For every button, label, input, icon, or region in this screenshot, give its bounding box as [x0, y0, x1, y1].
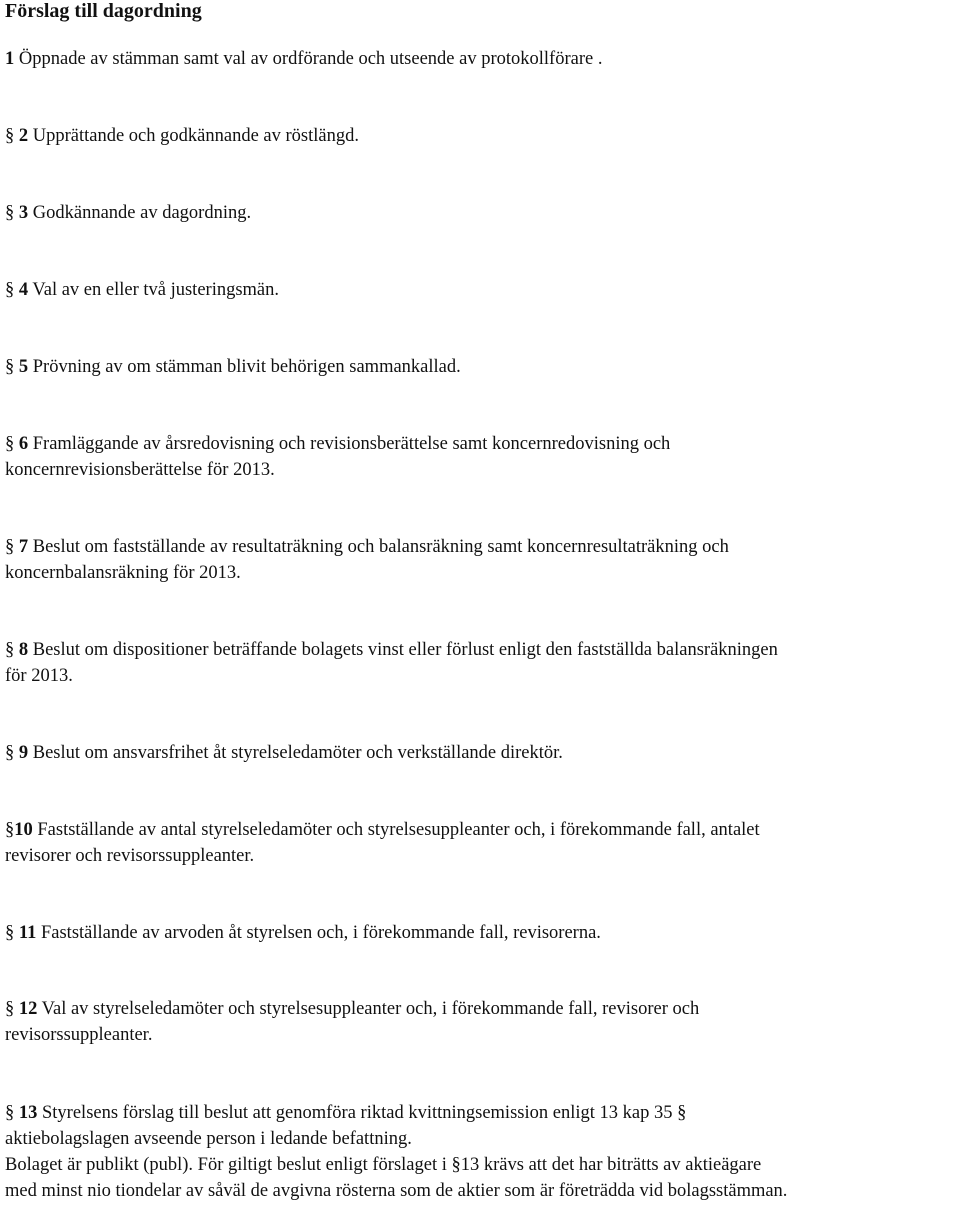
section-sign: §	[5, 537, 15, 557]
item-number: 10	[14, 820, 33, 840]
section-sign: §	[5, 203, 15, 223]
item-number: 2	[18, 126, 29, 146]
agenda-item-4	[5, 277, 960, 303]
closing-note	[5, 1152, 787, 1204]
item-text-line-1: Prövning av om stämman blivit behörigen sammankallad.	[32, 357, 461, 377]
agenda-item-10	[5, 817, 960, 869]
section-sign: §	[5, 640, 15, 660]
section-sign: §	[5, 1103, 15, 1123]
item-number: 3	[18, 203, 29, 223]
item-number: 4	[18, 280, 29, 300]
item-text-line-1: Öppnade av stämman samt val av ordförande och utseende av protokollförare .	[18, 49, 603, 69]
agenda-item-9	[5, 740, 960, 766]
agenda-item-5	[5, 354, 960, 380]
item-text-line-1: Val av en eller två justeringsmän.	[32, 280, 280, 300]
section-sign: §	[5, 126, 15, 146]
item-text-line-1: Fastställande av antal styrelseledamöter och styrelsesuppleanter och, i förekommande fall, antalet	[37, 820, 760, 840]
agenda-item-13	[5, 1100, 960, 1152]
item-number: 7	[18, 537, 29, 557]
item-number: 11	[18, 923, 37, 943]
note-line-1: Bolaget är publikt (publ). För giltigt beslut enligt förslaget i §13 krävs att det har biträtts av aktieägare	[5, 1155, 762, 1175]
item-number: 6	[18, 434, 29, 454]
item-text-line-1: Upprättande och godkännande av röstlängd.	[32, 126, 359, 146]
item-number: 12	[18, 999, 38, 1019]
item-number: 8	[18, 640, 29, 660]
item-text-line-2: för 2013.	[5, 666, 73, 686]
item-text-line-1: Beslut om fastställande av resultaträkning och balansräkning samt koncernresultaträkning och	[32, 537, 729, 557]
agenda-item-11	[5, 920, 960, 946]
item-text-line-2: revisorssuppleanter.	[5, 1025, 153, 1045]
section-sign: §	[677, 1103, 687, 1123]
item-number: 9	[18, 743, 29, 763]
section-sign: §	[5, 280, 15, 300]
item-text-line-2: koncernbalansräkning för 2013.	[5, 563, 241, 583]
agenda-item-1	[5, 46, 960, 72]
item-number: 13	[18, 1103, 38, 1123]
note-line-2: med minst nio tiondelar av såväl de avgivna rösterna som de aktier som är företrädda vid bolagsstämman.	[5, 1181, 788, 1201]
agenda-item-7	[5, 534, 960, 586]
section-sign: §	[5, 999, 15, 1019]
agenda-item-6	[5, 431, 960, 483]
item-text-line-2: aktiebolagslagen avseende person i ledande befattning.	[5, 1129, 412, 1149]
item-text-line-1: Beslut om ansvarsfrihet åt styrelseledamöter och verkställande direktör.	[32, 743, 563, 763]
item-text-line-1: Beslut om dispositioner beträffande bolagets vinst eller förlust enligt den fastställda balansräkningen	[32, 640, 778, 660]
agenda-item-8	[5, 637, 960, 689]
section-sign: §	[5, 923, 15, 943]
item-text-line-1: Styrelsens förslag till beslut att genomföra riktad kvittningsemission enligt 13 kap 35	[42, 1103, 673, 1123]
section-sign: §	[5, 434, 15, 454]
item-text-line-1: Val av styrelseledamöter och styrelsesuppleanter och, i förekommande fall, revisorer och	[41, 999, 700, 1019]
item-text-line-1: Fastställande av arvoden åt styrelsen och, i förekommande fall, revisorerna.	[40, 923, 601, 943]
agenda-item-3	[5, 200, 960, 226]
agenda-item-12	[5, 996, 960, 1048]
item-text-line-1: Godkännande av dagordning.	[32, 203, 252, 223]
section-sign: §	[5, 743, 15, 763]
agenda-title: Förslag till dagordning	[5, 0, 202, 22]
agenda-item-2	[5, 123, 960, 149]
item-number: 5	[18, 357, 29, 377]
section-sign: §	[5, 820, 15, 840]
section-sign: §	[5, 357, 15, 377]
item-text-line-2: revisorer och revisorssuppleanter.	[5, 846, 255, 866]
item-number: 1	[5, 49, 15, 69]
item-text-line-2: koncernrevisionsberättelse för 2013.	[5, 460, 275, 480]
item-text-line-1: Framläggande av årsredovisning och revisionsberättelse samt koncernredovisning och	[32, 434, 671, 454]
